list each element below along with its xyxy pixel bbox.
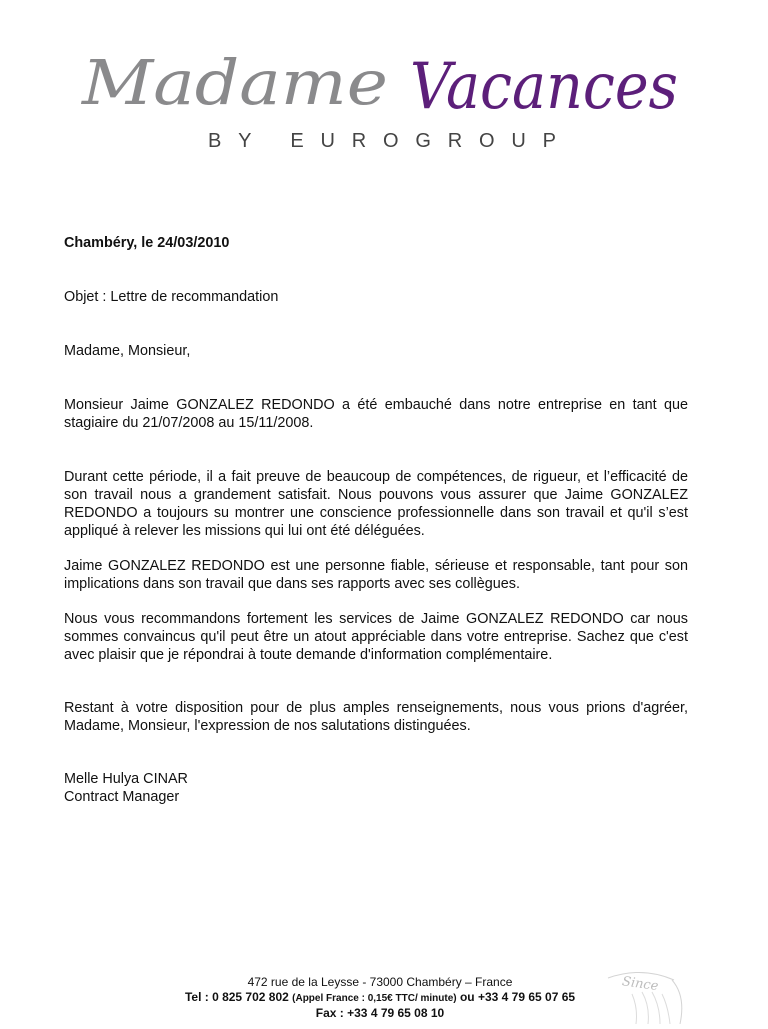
paragraph-employment: Monsieur Jaime GONZALEZ REDONDO a été embauché dans notre entreprise en tant que stagiaire du 21/07/2008 au 15/11/2008. xyxy=(64,397,688,431)
paragraph-closing: Restant à votre disposition pour de plus amples renseignements, nous vous prions d'agréer, Madame, Monsieur, l'expression de nos salutations distinguées. xyxy=(64,700,688,734)
date-line: Chambéry, le 24/03/2010 xyxy=(64,235,230,251)
paragraph-skills: Durant cette période, il a fait preuve de beaucoup de compétences, de rigueur, et l’efficacité de son travail nous a grandement satisfait. Nous pouvons vous assurer que Jaime GONZALEZ REDONDO a toujours su montrer une conscience professionnelle dans son travail et qu'il s’est appliqué à relever les missions qui lui ont été déléguées. xyxy=(64,469,688,539)
footer-fax: Fax : +33 4 79 65 08 10 xyxy=(315,1006,445,1020)
logo-word-vacances: Vacances xyxy=(410,50,678,124)
signature-block xyxy=(64,770,688,806)
paragraph-qualities: Jaime GONZALEZ REDONDO est une personne fiable, sérieuse et responsable, tant pour son implications dans son travail que dans ses rapports avec ses collègues. xyxy=(64,558,688,592)
company-logo xyxy=(0,28,768,158)
since-stamp xyxy=(602,968,692,1029)
paragraph-recommendation: Nous vous recommandons fortement les services de Jaime GONZALEZ REDONDO car nous sommes convaincus qu'il peut être un atout appréciable dans votre entreprise. Sachez que c'est avec plaisir que je répondrai à toute demande d'information complémentaire. xyxy=(64,611,688,663)
logo-word-madame: Madame xyxy=(80,46,389,119)
salutation: Madame, Monsieur, xyxy=(64,343,191,359)
footer-tel-suffix: ou +33 4 79 65 07 65 xyxy=(456,990,576,1004)
logo-tagline: BY EUROGROUP xyxy=(208,130,556,152)
subject-line: Objet : Lettre de recommandation xyxy=(64,289,279,305)
signer-title: Contract Manager xyxy=(64,789,180,805)
footer-tel-prefix: Tel : 0 825 702 802 xyxy=(184,990,293,1004)
signer-name: Melle Hulya CINAR xyxy=(64,771,188,787)
footer-tel-note: (Appel France : 0,15€ TTC/ minute) xyxy=(292,993,457,1004)
footer-address: 472 rue de la Leysse - 73000 Chambéry – France xyxy=(247,975,513,989)
stamp-text: Since xyxy=(621,974,660,995)
